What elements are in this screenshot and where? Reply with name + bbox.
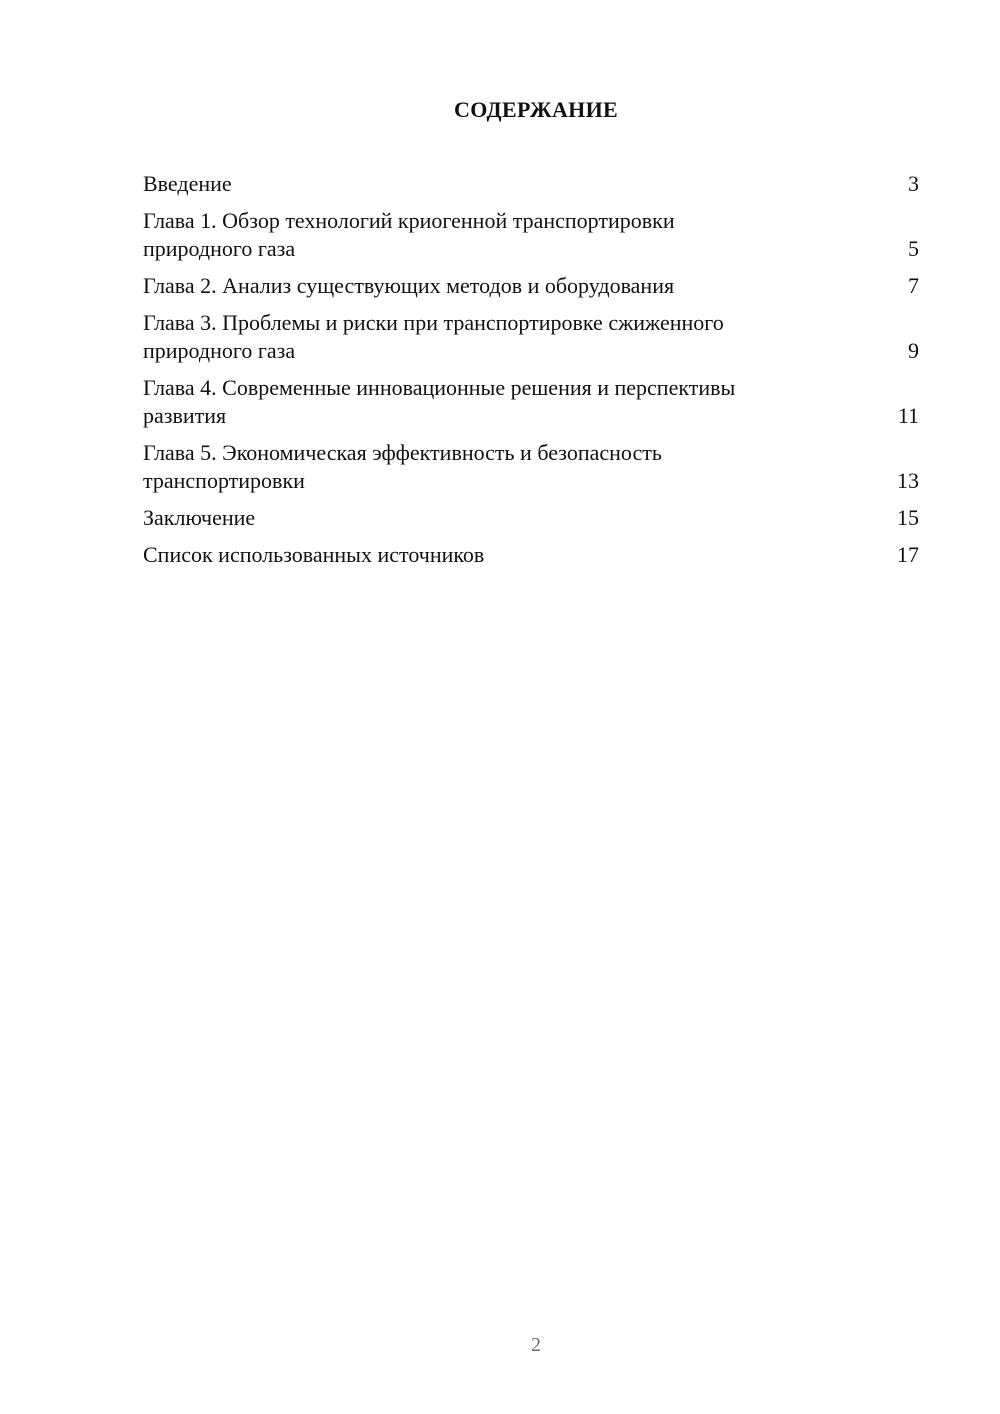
toc-entry-page: 17 <box>897 542 919 567</box>
toc-entry-introduction <box>143 170 919 198</box>
toc-entry-page: 11 <box>897 403 919 428</box>
toc-entry-page: 13 <box>897 468 919 493</box>
toc-entry-chapter-1 <box>143 207 919 263</box>
toc-entry-chapter-3 <box>143 309 919 365</box>
toc-entry-page: 15 <box>897 505 919 530</box>
toc-entry-page: 9 <box>908 338 919 363</box>
toc-entry-text: Глава 4. Современные инновационные решения и перспективы развития <box>143 375 736 428</box>
toc-entry-text: Заключение <box>143 505 256 530</box>
toc-entry-page: 3 <box>908 171 919 196</box>
page-number: 2 <box>531 1334 541 1356</box>
toc-entry-text: Глава 2. Анализ существующих методов и оборудования <box>143 273 675 298</box>
toc-entry-text: Глава 3. Проблемы и риски при транспортировке сжиженного природного газа <box>143 310 724 363</box>
toc-entry-page: 7 <box>908 273 919 298</box>
toc-entry-text: Список использованных источников <box>143 542 485 567</box>
toc-title: СОДЕРЖАНИЕ <box>454 97 618 122</box>
toc-entry-text: Глава 1. Обзор технологий криогенной транспортировки природного газа <box>143 208 675 261</box>
toc-entry-page: 5 <box>908 236 919 261</box>
toc-entry-text: Глава 5. Экономическая эффективность и безопасность транспортировки <box>143 440 662 493</box>
toc-entry-chapter-5 <box>143 439 919 495</box>
toc-entry-chapter-2 <box>143 272 919 300</box>
table-of-contents <box>143 170 919 578</box>
toc-entry-chapter-4 <box>143 374 919 430</box>
toc-entry-conclusion <box>143 504 919 532</box>
toc-entry-references <box>143 541 919 569</box>
toc-entry-text: Введение <box>143 171 232 196</box>
